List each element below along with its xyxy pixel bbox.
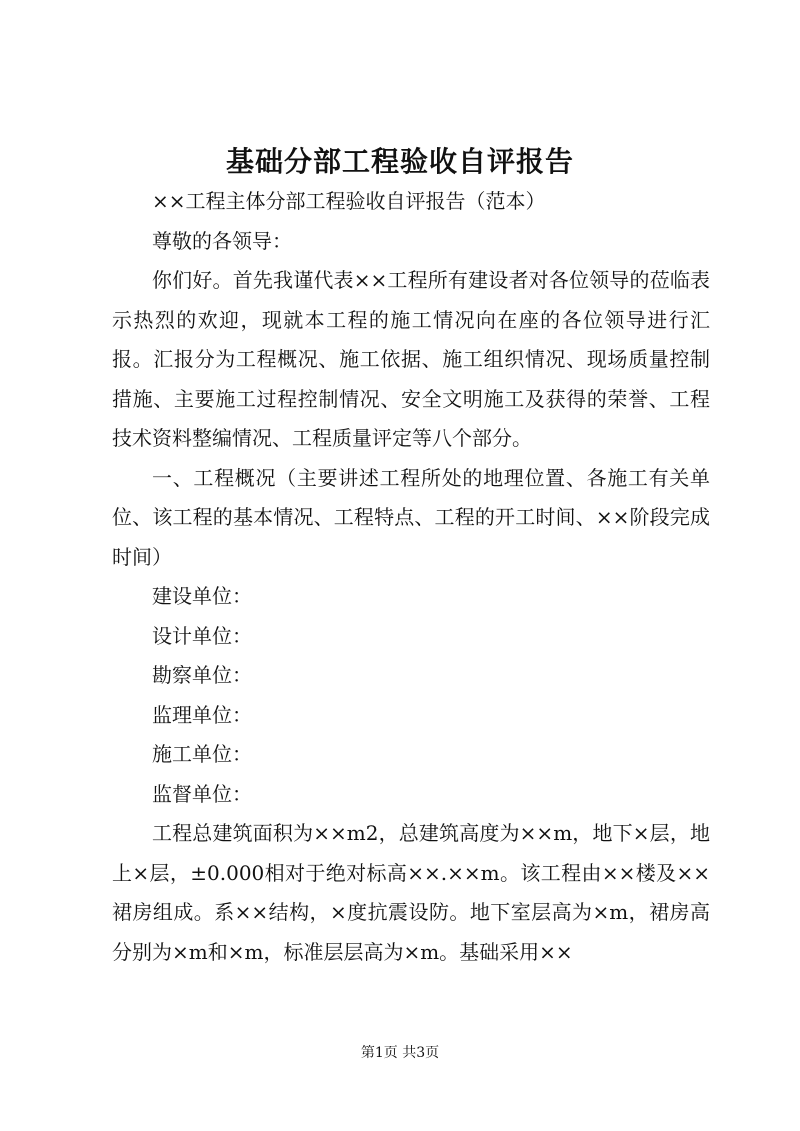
contractor-unit-line: 施工单位： — [152, 742, 252, 766]
document-title: 基础分部工程验收自评报告 — [225, 145, 574, 178]
survey-unit-line: 勘察单位： — [152, 663, 252, 687]
intro-paragraph: 你们好。首先我谨代表××工程所有建设者对各位领导的莅临表示热烈的欢迎，现就本工程的施工情况向在座的各位领导进行汇报。汇报分为工程概况、施工依据、施工组织情况、现场质量控制措施、主要施工过程控制情况、安全文明施工及获得的荣誉、工程技术资料整编情况、工程质量评定等八个部分。 — [112, 268, 710, 450]
project-details-paragraph: 工程总建筑面积为××m2，总建筑高度为××m，地下×层，地上×层，±0.000相对于绝对标高××.××m。该工程由××楼及××裙房组成。系××结构，×度抗震设防。地下室层高为×m，裙房高分别为×m和×m，标准层层高为×m。基础采用×× — [112, 821, 710, 964]
section-heading-paragraph: 一、工程概况（主要讲述工程所处的地理位置、各施工有关单位、该工程的基本情况、工程特点、工程的开工时间、××阶段完成时间） — [112, 465, 710, 569]
oversight-unit-line: 监督单位： — [152, 781, 252, 806]
document-body — [112, 182, 710, 972]
subtitle-paragraph: ××工程主体分部工程验收自评报告（范本） — [152, 189, 546, 213]
page-number-footer: 第1页 共3页 — [360, 1045, 440, 1061]
salutation-paragraph: 尊敬的各领导： — [152, 228, 292, 253]
supervision-unit-line: 监理单位： — [152, 702, 252, 727]
construction-unit-line: 建设单位： — [152, 584, 252, 608]
design-unit-line: 设计单位： — [152, 623, 252, 648]
